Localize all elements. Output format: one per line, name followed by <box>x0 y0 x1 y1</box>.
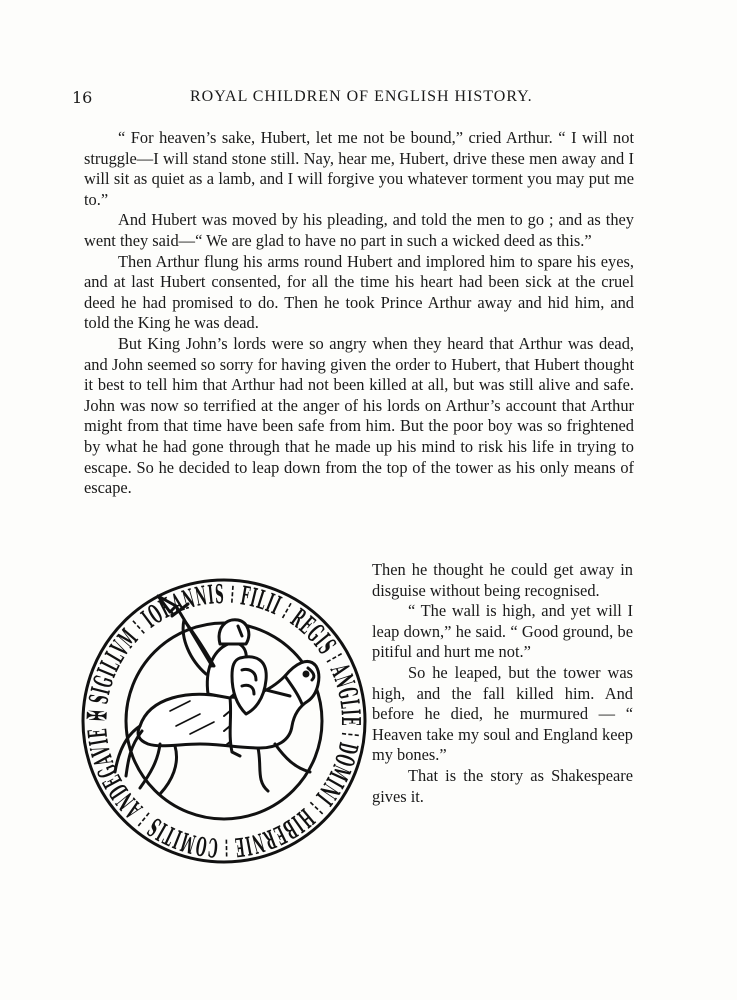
side-paragraph-2: “ The wall is high, and yet will I leap down,” he said. “ Good ground, be pitiful and hurt me not.” <box>372 601 633 662</box>
seal-drawing <box>80 576 368 866</box>
page-number: 16 <box>72 88 93 107</box>
side-paragraph-3: So he leaped, but the tower was high, and the fall killed him. And before he died, he murmured — “ Heaven take my soul and England keep my bones.” <box>372 662 633 765</box>
seal-illustration <box>80 576 368 866</box>
side-paragraph-4: That is the story as Shakespeare gives it. <box>372 765 633 806</box>
main-text <box>84 128 634 499</box>
seal-inscription-path: ✠ SIGILLVM ⁝ IO ANNIS ⁝ FILII ⁝ REGIS ⁝ ANGLIE ⁝ DOMINI ⁝ HIBERNIE ⁝ COMITIS ⁝ ANDEGAVIE <box>82 578 366 863</box>
paragraph-3: Then Arthur flung his arms round Hubert and implored him to spare his eyes, and at last Hubert consented, for all the time his heart had been sick at the cruel deed he had promised to do. Then he took Prince Arthur away and hid him, and told the King he was dead. <box>84 251 634 333</box>
running-head: ROYAL CHILDREN OF ENGLISH HISTORY. <box>190 88 533 105</box>
paragraph-1: “ For heaven’s sake, Hubert, let me not be bound,” cried Arthur. “ I will not struggle—I will stand stone still. Nay, hear me, Hubert, drive these men away and I will sit as quiet as a lamb, and I will forgive you whatever torment you may put me to.” <box>84 128 634 209</box>
side-column-text <box>372 560 633 807</box>
side-paragraph-1: Then he thought he could get away in disguise without being recognised. <box>372 560 633 600</box>
paragraph-2: And Hubert was moved by his pleading, and told the men to go ; and as they went they said—“ We are glad to have no part in such a wicked deed as this.” <box>84 210 634 250</box>
paragraph-4: But King John’s lords were so angry when they heard that Arthur was dead, and John seemed so sorry for having given the order to Hubert, that Hubert thought it best to tell him that Arthur had not been killed at all, but was still alive and safe. John was now so terrified at the anger of his lords on Arthur’s account that Arthur might from that time have been safe from him. But the poor boy was so frightened by what he had gone through that he made up his mind to risk his life in trying to escape. So he decided to leap down from the top of the tower as his only means of escape. <box>84 333 634 498</box>
